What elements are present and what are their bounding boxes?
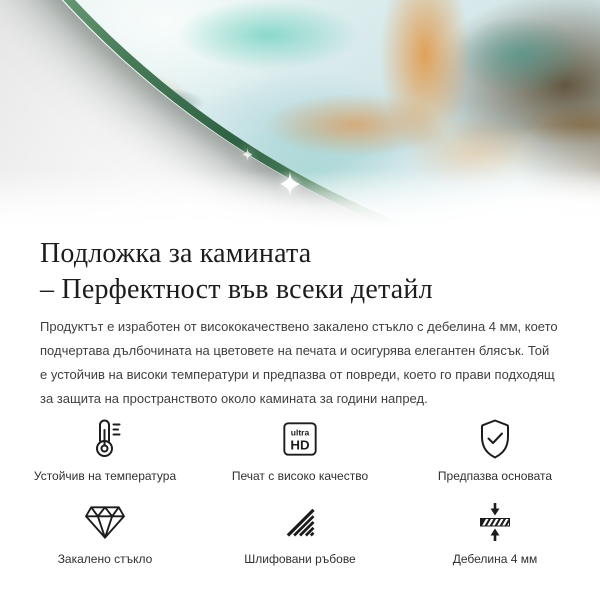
feature-polished-edges <box>210 499 390 566</box>
feature-protects-base <box>390 416 600 483</box>
icon-box <box>84 499 126 545</box>
shield-check-icon <box>475 417 515 461</box>
page-title <box>40 236 560 308</box>
icon-box <box>475 416 515 462</box>
icon-box <box>281 416 319 462</box>
feature-label: Закалено стъкло <box>57 552 153 566</box>
feature-temperature <box>0 416 210 483</box>
feature-tempered-glass <box>0 499 210 566</box>
feature-thickness <box>390 499 600 566</box>
content-section <box>0 230 600 411</box>
thickness-icon <box>475 500 515 544</box>
polished-edges-icon <box>282 504 318 540</box>
icon-box <box>475 499 515 545</box>
page-title-line2: – Перфектност във всеки детайл <box>40 274 433 305</box>
sparkle-small-icon <box>241 148 254 161</box>
sparkle-icon <box>277 171 303 197</box>
ultra-hd-icon <box>281 420 319 458</box>
feature-print-quality <box>210 416 390 483</box>
product-photo <box>0 0 600 230</box>
icon-box <box>85 416 125 462</box>
ultra-hd-icon-text-bottom: HD <box>290 437 310 453</box>
feature-label: Печат с високо качество <box>231 469 369 483</box>
page-title-line1: Подложка за камината <box>40 238 312 269</box>
feature-grid <box>0 416 600 566</box>
feature-label: Предпазва основата <box>437 469 553 483</box>
diamond-icon <box>84 503 126 541</box>
feature-label: Шлифовани ръбове <box>244 552 356 566</box>
feature-row-2 <box>0 499 600 566</box>
thermometer-icon <box>85 417 125 461</box>
feature-label: Устойчив на температура <box>33 469 177 483</box>
feature-row-1 <box>0 416 600 483</box>
product-description: Продуктът е изработен от висококачествено закалено стъкло с дебелина 4 мм, което подчертава дълбочината на цветовете на печата и осигурява елегантен блясък. Той е устойчив на високи температури и предпазва от повреди, което го прави подходящ за защита на пространството около камината за години напред. <box>40 319 558 406</box>
feature-label: Дебелина 4 мм <box>452 552 538 566</box>
icon-box <box>282 499 318 545</box>
ultra-hd-icon-text-top: ultra <box>290 427 310 438</box>
